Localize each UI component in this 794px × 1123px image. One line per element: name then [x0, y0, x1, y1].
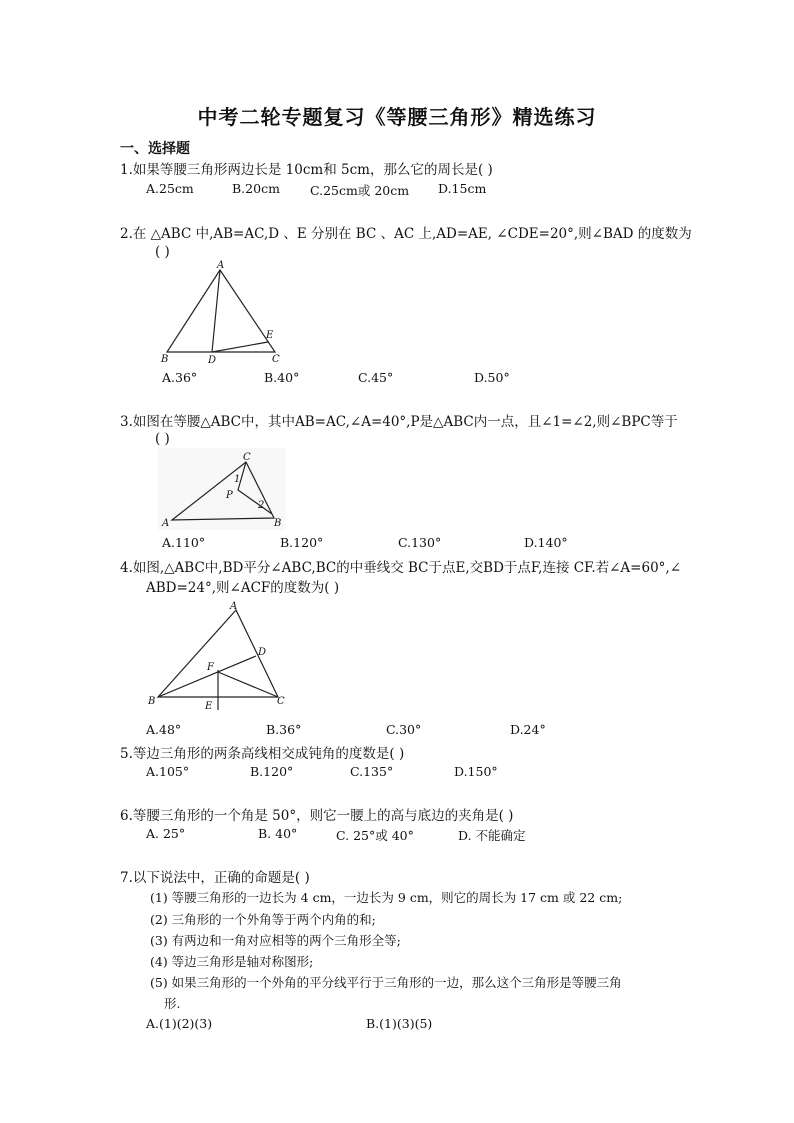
q4-option-a: A.48° — [146, 722, 182, 737]
q2-segment-ad — [212, 270, 220, 352]
q2-triangle-abc — [167, 270, 275, 352]
q3-option-a: A.110° — [162, 535, 206, 550]
q7-option-a: A.(1)(2)(3) — [146, 1016, 213, 1031]
q2-label-b: B — [161, 354, 169, 365]
q4-label-c: C — [277, 696, 285, 707]
q6-option-b: B. 40° — [258, 826, 298, 841]
q3-label-angle-1: 1 — [234, 474, 241, 485]
q1-option-c: C.25cm或 20cm — [310, 183, 410, 198]
q4-label-d: D — [258, 647, 267, 658]
q2-label-a: A — [217, 260, 225, 271]
q6-option-d: D. 不能确定 — [458, 828, 526, 843]
q6-option-a: A. 25° — [146, 826, 186, 841]
q2-label-c: C — [272, 354, 280, 365]
q3-label-angle-2: 2 — [258, 500, 265, 511]
q4-label-b: B — [148, 696, 156, 707]
q2-option-c: C.45° — [358, 370, 394, 385]
q4-label-f: F — [207, 662, 214, 673]
q1-option-a: A.25cm — [146, 181, 194, 196]
q3-label-b: B — [274, 518, 282, 529]
q7-statement-1: (1) 等腰三角形的一边长为 4 cm，一边长为 9 cm，则它的周长为 17 cm 或 22 cm; — [150, 890, 623, 905]
q4-label-a: A — [230, 601, 238, 612]
q2-option-d: D.50° — [474, 370, 510, 385]
q7-statement-2: (2) 三角形的一个外角等于两个内角的和; — [150, 912, 376, 927]
q6-option-c: C. 25°或 40° — [336, 828, 414, 843]
q3-paren: ( ) — [155, 431, 170, 447]
q4-option-b: B.36° — [266, 722, 302, 737]
q3-label-p: P — [226, 490, 233, 501]
q4-option-c: C.30° — [386, 722, 422, 737]
q2-triangle-figure — [155, 258, 290, 368]
q1-option-d: D.15cm — [438, 181, 487, 196]
q2-option-a: A.36° — [162, 370, 198, 385]
q3-option-c: C.130° — [398, 535, 442, 550]
q7-statement-5: (5) 如果三角形的一个外角的平分线平行于三角形的一边，那么这个三角形是等腰三角 — [150, 975, 622, 990]
q2-label-e: E — [266, 330, 274, 341]
q2-label-d: D — [208, 355, 217, 366]
q3-stem: 3.如图在等腰△ABC中，其中AB=AC,∠A=40°,P是△ABC内一点，且∠1=∠2,则∠BPC等于 — [120, 414, 678, 430]
q3-label-a: A — [162, 518, 170, 529]
q7-option-b: B.(1)(3)(5) — [366, 1016, 433, 1031]
q3-option-d: D.140° — [524, 535, 568, 550]
page-title: 中考二轮专题复习《等腰三角形》精选练习 — [197, 105, 597, 129]
q3-option-b: B.120° — [280, 535, 324, 550]
q4-segment-cf — [218, 672, 278, 697]
section-heading: 一、选择题 — [120, 141, 190, 157]
q1-stem: 1.如果等腰三角形两边长是 10cm和 5cm，那么它的周长是( ) — [120, 162, 493, 178]
q4-stem-line2: ABD=24°,则∠ACF的度数为( ) — [146, 580, 340, 596]
q7-statement-4: (4) 等边三角形是轴对称图形; — [150, 954, 314, 969]
q4-triangle-figure — [146, 600, 292, 714]
q2-stem: 2.在 △ABC 中,AB=AC,D 、E 分别在 BC 、AC 上,AD=AE, ∠CDE=20°,则∠BAD 的度数为 — [120, 226, 692, 242]
q4-label-e: E — [205, 701, 213, 712]
q5-option-b: B.120° — [250, 764, 294, 779]
q7-statement-5-cont: 形. — [164, 996, 181, 1011]
q5-stem: 5.等边三角形的两条高线相交成钝角的度数是( ) — [120, 746, 405, 762]
q6-stem: 6.等腰三角形的一个角是 50°，则它一腰上的高与底边的夹角是( ) — [120, 808, 514, 824]
q3-label-c: C — [243, 452, 251, 463]
q4-stem-line1: 4.如图,△ABC中,BD平分∠ABC,BC的中垂线交 BC于点E,交BD于点F,连接 CF.若∠A=60°,∠ — [120, 560, 682, 576]
q2-paren: ( ) — [155, 244, 170, 260]
q1-option-b: B.20cm — [232, 181, 280, 196]
q5-option-c: C.135° — [350, 764, 394, 779]
q5-option-a: A.105° — [146, 764, 190, 779]
q2-segment-de — [212, 342, 268, 352]
q4-option-d: D.24° — [510, 722, 546, 737]
q7-stem: 7.以下说法中，正确的命题是( ) — [120, 870, 310, 886]
q5-option-d: D.150° — [454, 764, 498, 779]
q2-option-b: B.40° — [264, 370, 300, 385]
q3-triangle-figure — [158, 448, 286, 530]
q7-statement-3: (3) 有两边和一角对应相等的两个三角形全等; — [150, 933, 401, 948]
